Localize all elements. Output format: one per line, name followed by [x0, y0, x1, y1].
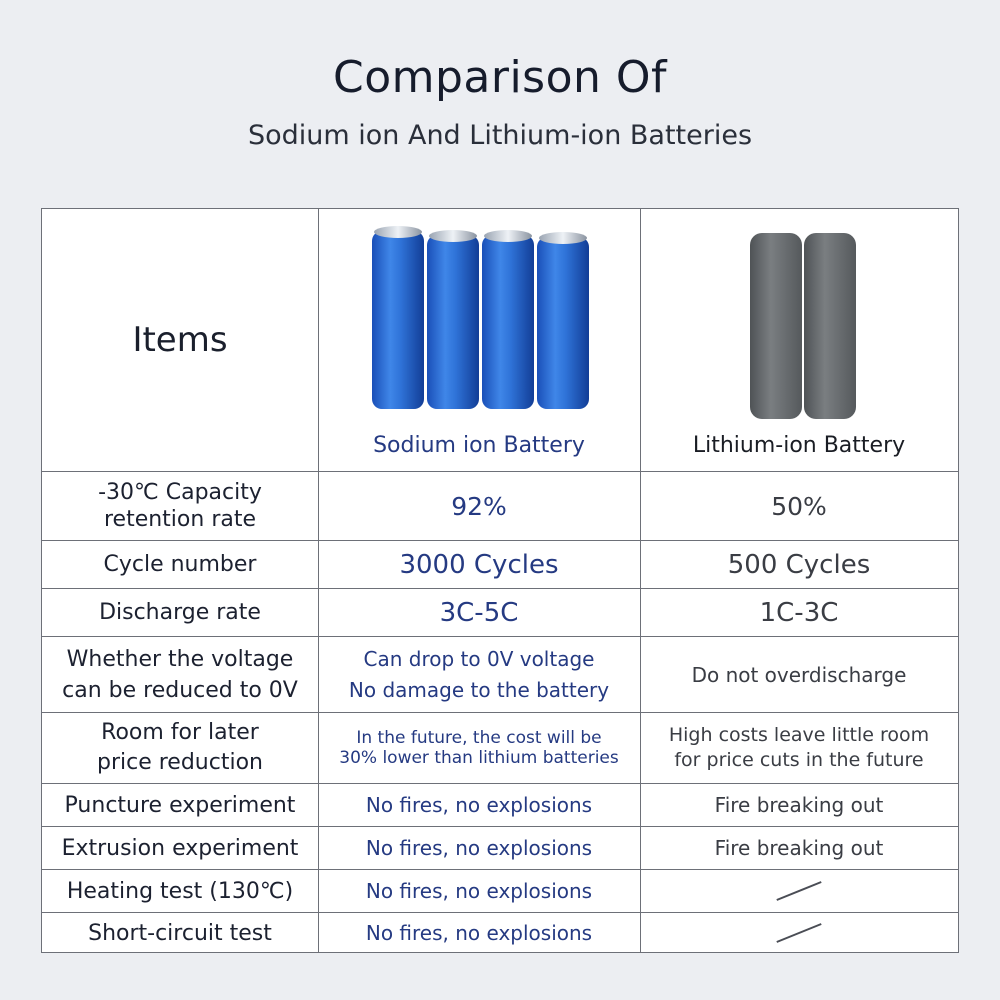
sodium-value: No fires, no explosions	[365, 921, 593, 945]
row-item: Short-circuit test	[88, 920, 272, 946]
sodium-value-line: In the future, the cost will be	[356, 728, 602, 748]
blue-cell	[482, 230, 534, 409]
row-item: Cycle number	[103, 552, 257, 577]
blue-cell	[537, 232, 589, 409]
row-item: Heating test (130℃)	[66, 878, 294, 904]
slash-mark-icon	[776, 923, 821, 943]
sodium-value-line: No damage to the battery	[348, 677, 610, 702]
sodium-column-label: Sodium ion Battery	[373, 433, 585, 458]
gray-cell	[804, 233, 856, 419]
row-item-line: can be reduced to 0V	[62, 677, 298, 703]
lithium-value	[640, 713, 958, 783]
row-item: Extrusion experiment	[61, 835, 299, 861]
not-applicable-mark	[640, 870, 958, 912]
row-item-line: retention rate	[103, 507, 257, 532]
lithium-battery-image	[742, 229, 862, 424]
slash-mark-icon	[776, 881, 821, 901]
row-item-line: -30℃ Capacity	[98, 480, 262, 505]
sodium-value: 3000 Cycles	[399, 549, 559, 580]
page-title: Comparison Of	[332, 52, 668, 103]
gray-cell	[750, 233, 802, 419]
lithium-value: 500 Cycles	[727, 549, 871, 580]
row-item	[42, 472, 318, 540]
row-item	[42, 713, 318, 783]
sodium-value	[318, 637, 640, 712]
blue-cell	[427, 230, 479, 409]
sodium-value	[318, 713, 640, 783]
row-item-line: Room for later	[101, 720, 259, 745]
row-item: Puncture experiment	[64, 792, 296, 818]
sodium-value: 3C-5C	[439, 597, 519, 628]
row-item	[42, 637, 318, 712]
lithium-value-line: High costs leave little room	[668, 724, 930, 746]
lithium-value: Fire breaking out	[714, 793, 884, 817]
lithium-column-label: Lithium-ion Battery	[692, 433, 906, 458]
items-header: Items	[132, 319, 228, 360]
page-subtitle: Sodium ion And Lithium-ion Batteries	[247, 120, 753, 151]
sodium-value-line: 30% lower than lithium batteries	[339, 748, 619, 768]
not-applicable-mark	[640, 913, 958, 953]
blue-cell	[372, 226, 424, 409]
lithium-value: 1C-3C	[759, 597, 839, 628]
sodium-value: No fires, no explosions	[365, 879, 593, 903]
lithium-value: Fire breaking out	[714, 836, 884, 860]
comparison-table	[41, 208, 959, 953]
sodium-value-line: Can drop to 0V voltage	[363, 646, 595, 671]
row-item-line: Whether the voltage	[66, 646, 294, 672]
sodium-value: No fires, no explosions	[365, 793, 593, 817]
row-item-line: price reduction	[97, 750, 263, 775]
lithium-value-line: for price cuts in the future	[674, 749, 924, 771]
sodium-value: 92%	[451, 491, 507, 521]
lithium-value: 50%	[771, 491, 827, 521]
sodium-value: No fires, no explosions	[365, 836, 593, 860]
sodium-battery-image	[362, 219, 602, 419]
row-item: Discharge rate	[99, 600, 261, 625]
lithium-value: Do not overdischarge	[691, 662, 907, 687]
